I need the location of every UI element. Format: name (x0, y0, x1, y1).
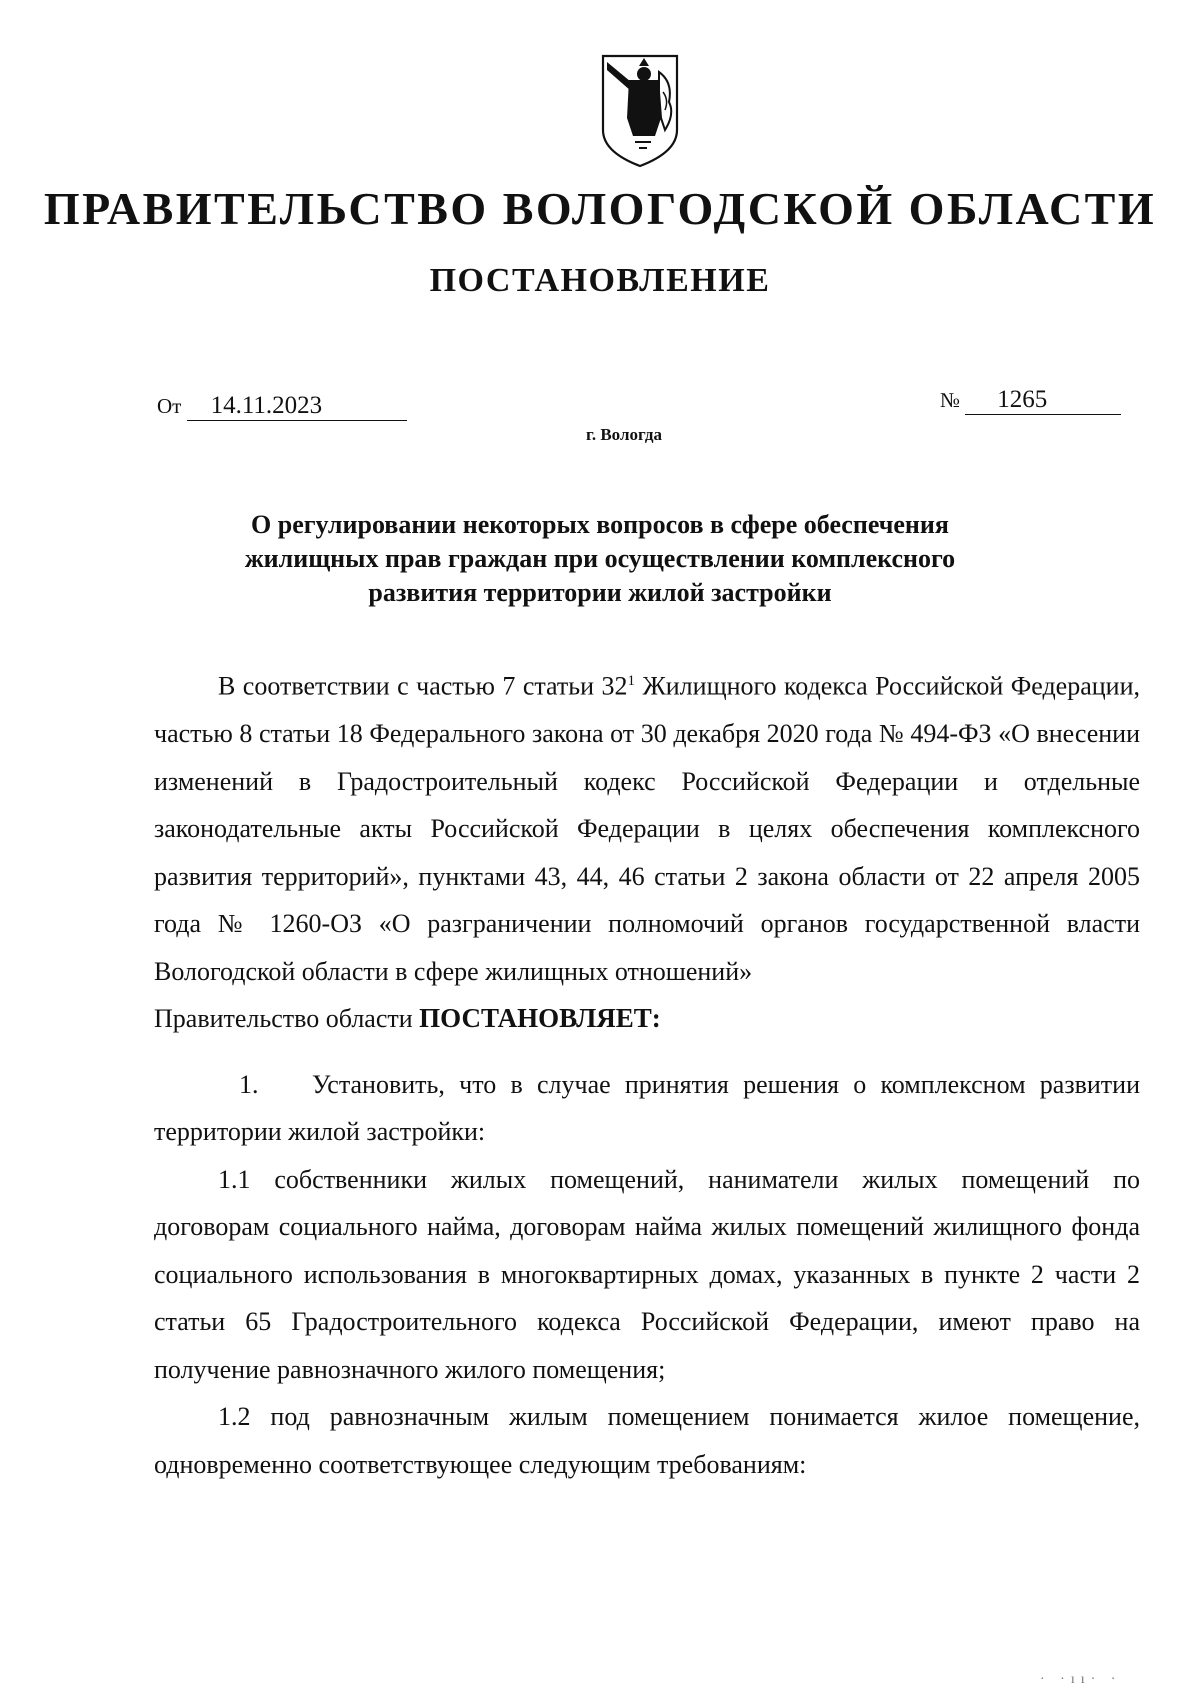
subject-line: О регулировании некоторых вопросов в сфере обеспечения (251, 510, 949, 539)
subject-line: развития территории жилой застройки (368, 578, 832, 607)
date-block (157, 392, 407, 421)
date-label: От (157, 394, 182, 418)
scan-artifact-marks: · ·ıı· · (1040, 1672, 1122, 1687)
document-body (154, 658, 1140, 1488)
number-value: 1265 (965, 386, 1121, 415)
item-1: 1. Установить, что в случае принятия решения о комплексном развитии территории жилой застройки: (154, 1061, 1140, 1156)
coat-of-arms-emblem (599, 52, 681, 170)
resolve-keyword: ПОСТАНОВЛЯЕТ: (419, 1003, 661, 1034)
resolve-paragraph: Правительство области ПОСТАНОВЛЯЕТ: (154, 1003, 661, 1034)
number-label: № (940, 388, 961, 412)
number-block (940, 386, 1121, 415)
document-type: ПОСТАНОВЛЕНИЕ (429, 262, 771, 299)
subject-line: жилищных прав граждан при осуществлении комплексного (244, 544, 956, 573)
preamble-paragraph: В соответствии с частью 7 статьи $32^1$ Жилищного кодекса Российской Федерации, частью 8 статьи 18 Федерального закона от 30 декабря 2020 года № 494-ФЗ «О внесении изменений в Градостроительный кодекс Российской Федерации и отдельные законодательные акты Российской Федерации в целях обеспечения комплексного развития территорий», пунктами 43, 44, 46 статьи 2 закона области от 22 апреля 2005 года № 1260-ОЗ «О разграничении полномочий органов государственной власти Вологодской области в сфере жилищных отношений» (154, 671, 1141, 986)
item-1-1: 1.1 собственники жилых помещений, наниматели жилых помещений по договорам социального найма, договорам найма жилых помещений жилищного фонда социального использования в многоквартирных домах, указанных в пункте 2 части 2 статьи 65 Градостроительного кодекса Российской Федерации, имеют право на получение равнозначного жилого помещения; (154, 1164, 1140, 1384)
date-value: 14.11.2023 (187, 392, 407, 421)
organization-title: ПРАВИТЕЛЬСТВО ВОЛОГОДСКОЙ ОБЛАСТИ (43, 183, 1157, 234)
superscript: 1 (627, 673, 636, 689)
city: г. Вологда (586, 425, 662, 444)
item-number: 1. (239, 1069, 259, 1099)
item-1-2: 1.2 под равнозначным жилым помещением понимается жилое помещение, одновременно соответствующее следующим требованиям: (154, 1402, 1140, 1479)
document-subject (180, 508, 1020, 610)
